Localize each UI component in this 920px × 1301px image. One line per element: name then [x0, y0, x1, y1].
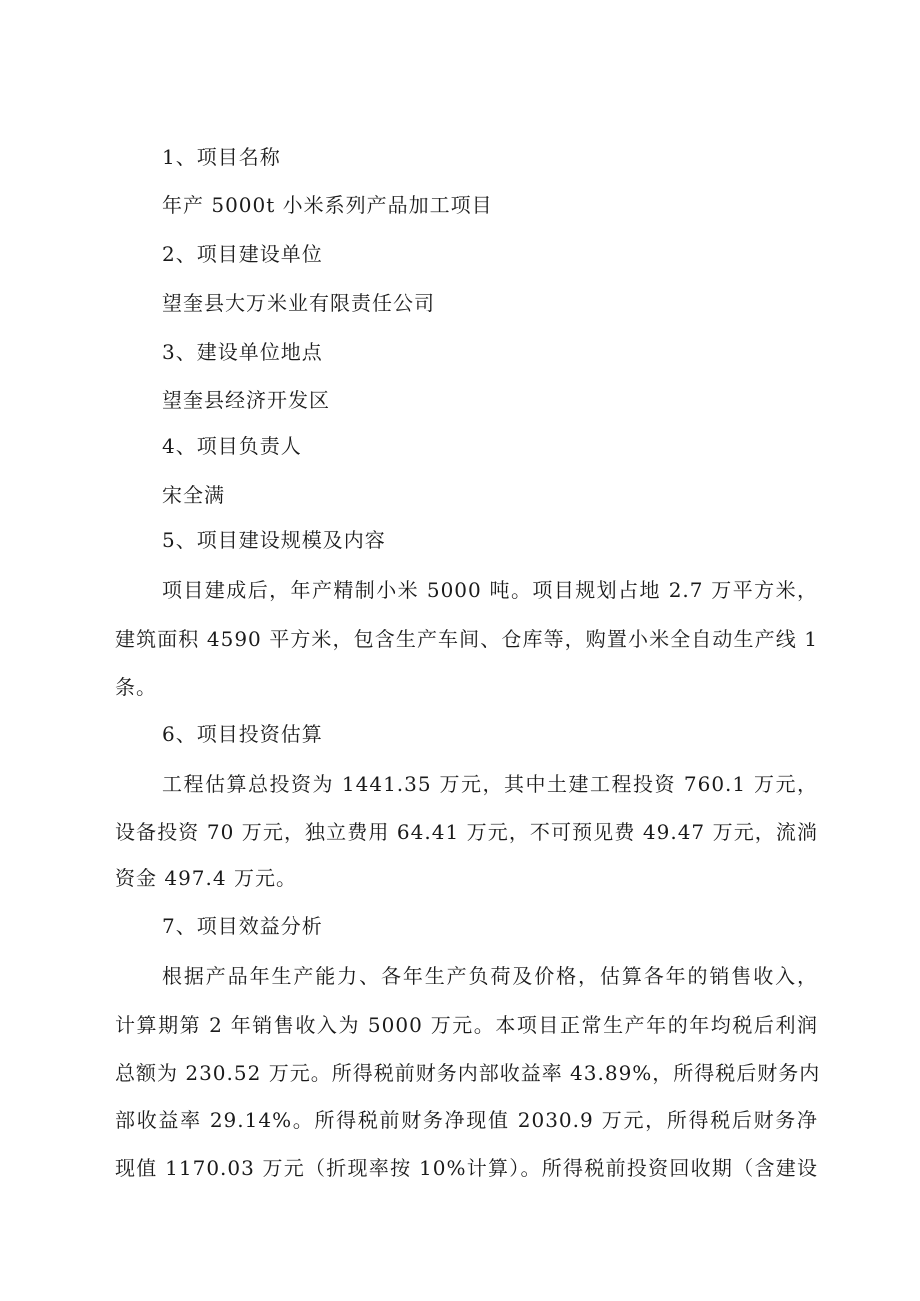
text-project-name: 年产 5000t 小米系列产品加工项目: [162, 193, 493, 217]
text-unit-location: 望奎县经济开发区: [162, 388, 330, 412]
paragraph-investment-line-1: 工程估算总投资为 1441.35 万元，其中土建工程投资 760.1 万元，: [162, 772, 818, 796]
heading-benefit-analysis: 7、项目效益分析: [162, 914, 323, 938]
paragraph-benefit-line-4: 部收益率 29.14%。所得税前财务净现值 2030.9 万元，所得税后财务净: [115, 1108, 818, 1132]
paragraph-benefit-line-3: 总额为 230.52 万元。所得税前财务内部收益率 43.89%，所得税后财务内: [115, 1061, 821, 1085]
text-construction-unit: 望奎县大万米业有限责任公司: [162, 291, 435, 315]
heading-project-leader: 4、项目负责人: [162, 434, 302, 458]
paragraph-benefit-line-2: 计算期第 2 年销售收入为 5000 万元。本项目正常生产年的年均税后利润: [115, 1013, 818, 1037]
paragraph-investment-line-2: 设备投资 70 万元，独立费用 64.41 万元，不可预见费 49.47 万元，流淌: [115, 820, 818, 844]
paragraph-scale-line-2: 建筑面积 4590 平方米，包含生产车间、仓库等，购置小米全自动生产线 1: [115, 627, 818, 651]
heading-unit-location: 3、建设单位地点: [162, 340, 323, 364]
heading-investment-estimate: 6、项目投资估算: [162, 722, 323, 746]
paragraph-benefit-line-1: 根据产品年生产能力、各年生产负荷及价格，估算各年的销售收入，: [162, 964, 818, 988]
heading-project-name: 1、项目名称: [162, 145, 281, 169]
paragraph-investment-line-3: 资金 497.4 万元。: [115, 866, 297, 890]
heading-scale-content: 5、项目建设规模及内容: [162, 528, 386, 552]
paragraph-benefit-line-5: 现值 1170.03 万元（折现率按 10%计算）。所得税前投资回收期（含建设: [115, 1156, 818, 1180]
paragraph-scale-line-1: 项目建成后，年产精制小米 5000 吨。项目规划占地 2.7 万平方米，: [162, 578, 818, 602]
paragraph-scale-line-3: 条。: [115, 675, 157, 699]
text-project-leader: 宋全满: [162, 483, 225, 507]
heading-construction-unit: 2、项目建设单位: [162, 242, 323, 266]
